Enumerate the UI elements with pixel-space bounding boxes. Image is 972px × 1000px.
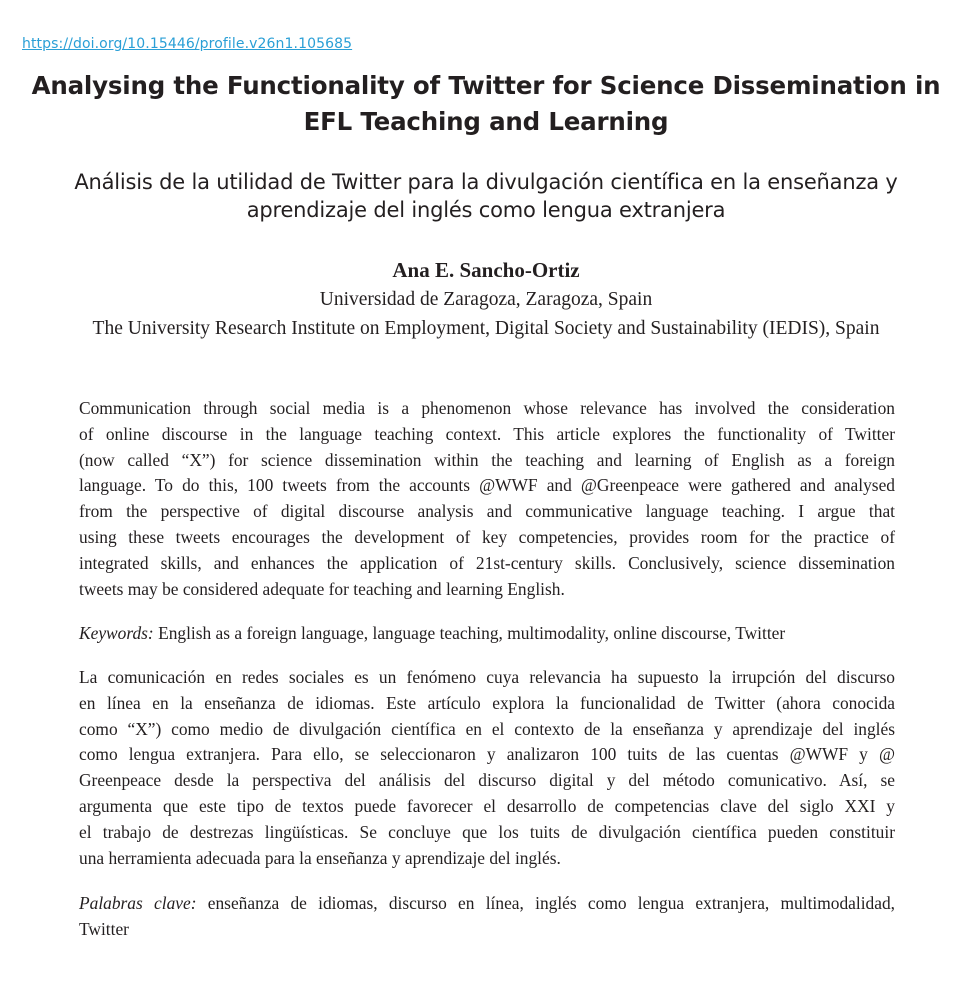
- author-name: Ana E. Sancho-Ortiz: [392, 258, 580, 282]
- resumen-line: La comunicación en redes sociales es un fenómeno cuya relevancia ha supuesto la irrupción del discurso: [79, 667, 895, 687]
- author-affiliation: Universidad de Zaragoza, Zaragoza, Spain: [319, 289, 653, 310]
- resumen-line: como lengua extranjera. Para ello, se seleccionaron y analizaron 100 tuits de las cuentas @WWF y @: [79, 744, 895, 765]
- resumen-line: una herramienta adecuada para la enseñanza y aprendizaje del inglés.: [79, 847, 561, 868]
- keywords-label: Keywords:: [79, 623, 154, 643]
- palabras-clave-line: [79, 891, 895, 917]
- keywords-text: English as a foreign language, language teaching, multimodality, online discourse, Twitter: [153, 623, 786, 643]
- article-subtitle-spanish: [20, 168, 952, 224]
- abstract-english: [79, 396, 895, 602]
- article-title-line: Analysing the Functionality of Twitter for Science Dissemination in: [31, 71, 941, 100]
- article-subtitle-line: aprendizaje del inglés como lengua extranjera: [246, 198, 726, 222]
- palabras-clave-label: Palabras clave:: [79, 893, 197, 913]
- abstract-line: of online discourse in the language teaching context. This article explores the functionality of Twitter: [79, 423, 895, 444]
- abstract-line: using these tweets encourages the development of key competencies, provides room for the practice of: [79, 526, 895, 547]
- resumen-line: el trabajo de destrezas lingüísticas. Se concluye que los tuits de divulgación científica pueden constituir: [79, 821, 895, 842]
- author-affiliation: The University Research Institute on Employment, Digital Society and Sustainability (IEDIS), Spain: [92, 318, 880, 339]
- resumen-line: en línea en la enseñanza de idiomas. Este artículo explora la funcionalidad de Twitter (ahora conocida: [79, 692, 895, 713]
- abstract-line: (now called “X”) for science dissemination within the teaching and learning of English as a foreign: [79, 449, 895, 470]
- abstract-line: integrated skills, and enhances the application of 21st-century skills. Conclusively, science dissemination: [79, 552, 895, 573]
- abstract-line: language. To do this, 100 tweets from the accounts @WWF and @Greenpeace were gathered and analysed: [79, 475, 895, 496]
- resumen-line: como “X”) como medio de divulgación científica en el contexto de la enseñanza y aprendizaje del inglés: [79, 718, 895, 739]
- resumen-line: Greenpeace desde la perspectiva del análisis del discurso digital y del método comunicativo. Así, se: [79, 770, 895, 791]
- abstract-line: from the perspective of digital discourse analysis and communicative language teaching. I argue that: [79, 501, 895, 522]
- doi-link[interactable]: https://doi.org/10.15446/profile.v26n1.105685: [22, 36, 353, 52]
- article-title: [20, 68, 952, 140]
- keywords-line: [79, 621, 895, 647]
- palabras-clave-line: Twitter: [79, 918, 129, 939]
- article-subtitle-line: Análisis de la utilidad de Twitter para la divulgación científica en la enseñanza y: [74, 170, 898, 194]
- abstract-line: tweets may be considered adequate for teaching and learning English.: [79, 578, 565, 599]
- keywords-english: [79, 621, 895, 647]
- palabras-clave-text: enseñanza de idiomas, discurso en línea, inglés como lengua extranjera, multimodalidad,: [196, 893, 896, 913]
- resumen-line: argumenta que este tipo de textos puede favorecer el desarrollo de competencias clave del siglo XXI y: [79, 795, 895, 816]
- keywords-spanish: [79, 891, 895, 943]
- abstract-line: Communication through social media is a phenomenon whose relevance has involved the consideration: [79, 398, 895, 418]
- article-title-line: EFL Teaching and Learning: [303, 107, 669, 136]
- abstract-spanish: [79, 665, 895, 871]
